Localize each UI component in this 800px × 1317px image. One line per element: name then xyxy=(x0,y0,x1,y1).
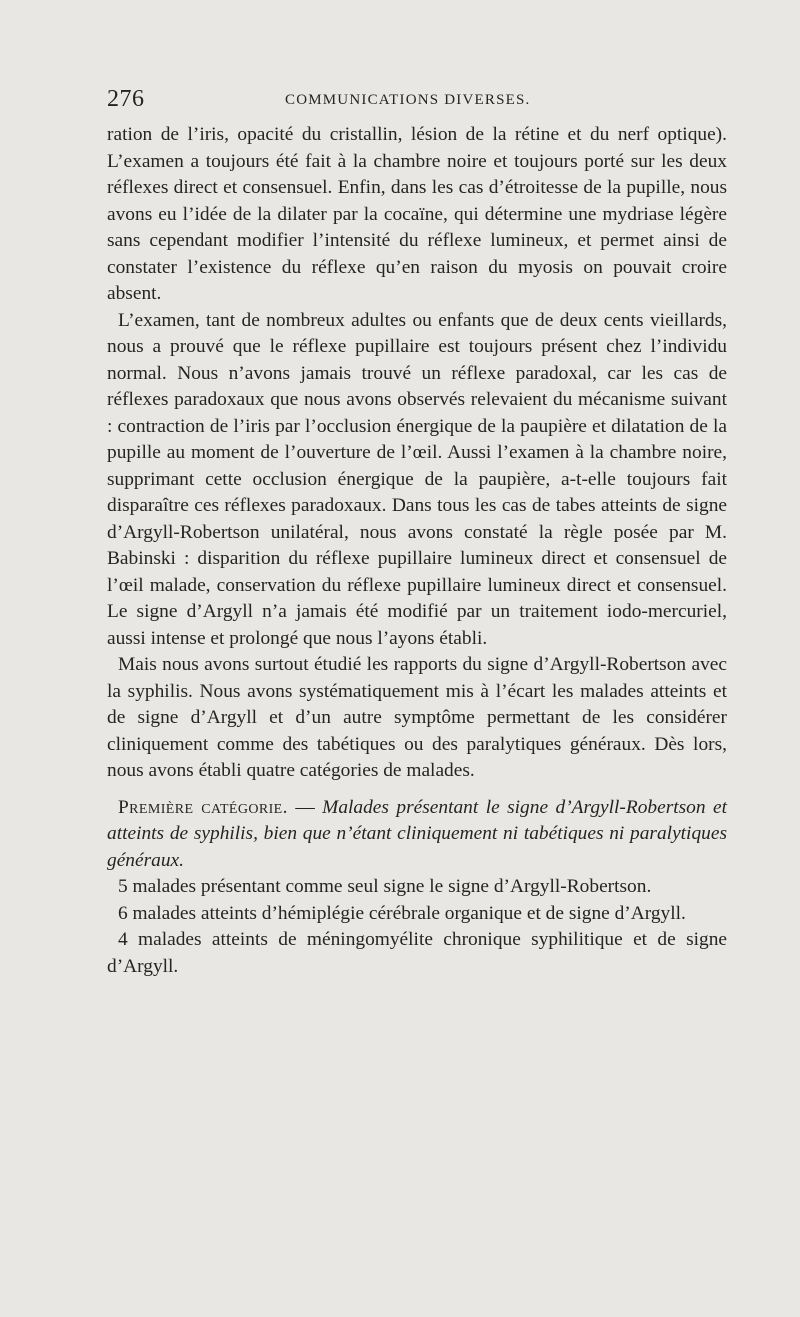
paragraph-6: 6 malades atteints d’hémiplégie cérébrale organique et de signe d’Argyll. xyxy=(118,902,686,924)
paragraph-1: ration de l’iris, opacité du cristallin, lésion de la rétine et du nerf optique). L’examen a toujours été fait à la chambre noire et toujours porté sur les deux réflexes direct et consensuel. Enfin, dans les cas d’étroitesse de la pupille, nous avons eu l’idée de la dilater par la cocaïne, qui détermine une mydriase légère sans cependant modifier l’intensité du réflexe lumineux, et permet ainsi de constater l’existence du réflexe qu’en raison du myosis on pouvait croire absent. xyxy=(107,124,727,304)
body-text xyxy=(107,122,727,980)
category-dash: — xyxy=(287,796,323,818)
page-number: 276 xyxy=(107,86,145,112)
paragraph-2: L’examen, tant de nombreux adultes ou enfants que de deux cents vieillards, nous a prouvé que le réflexe pupillaire est toujours présent chez l’individu normal. Nous n’avons jamais trouvé un réflexe paradoxal, car les cas de réflexes paradoxaux que nous avons observés relevaient du mécanisme suivant : contraction de l’iris par l’occlusion énergique de la paupière et dilatation de la pupille au moment de l’ouverture de l’œil. Aussi l’examen à la chambre noire, supprimant cette occlusion énergique de la paupière, a-t-elle toujours fait disparaître ces réflexes paradoxaux. Dans tous les cas de tabes atteints de signe d’Argyll-Robertson unilatéral, nous avons constaté la règle posée par M. Babinski : disparition du réflexe pupillaire lumineux direct et consensuel de l’œil malade, conservation du réflexe pupillaire lumineux direct et consensuel. Le signe d’Argyll n’a jamais été modifié par un traitement iodo-mercuriel, aussi intense et prolongé que nous l’ayons établi. xyxy=(107,309,727,649)
category-label: Première catégorie. xyxy=(118,796,288,818)
category-heading-paragraph xyxy=(107,795,727,875)
running-head: COMMUNICATIONS DIVERSES. xyxy=(285,92,531,108)
paragraph-3: Mais nous avons surtout étudié les rapports du signe d’Argyll-Robertson avec la syphilis. Nous avons systématiquement mis à l’écart les malades atteints et de signe d’Argyll et d’un autre symptôme permettant de les considérer cliniquement comme des tabétiques ou des paralytiques généraux. Dès lors, nous avons établi quatre catégories de malades. xyxy=(107,654,727,781)
category-description: Malades présentant le signe d’Argyll-Robertson et atteints de syphilis, bien que n’étant cliniquement ni tabétiques ni paralytiques généraux. xyxy=(107,796,727,871)
page-header xyxy=(107,86,697,116)
paragraph-5: 5 malades présentant comme seul signe le signe d’Argyll-Robertson. xyxy=(118,876,652,897)
paragraph-7: 4 malades atteints de méningomyélite chronique syphilitique et de signe d’Argyll. xyxy=(107,929,727,977)
